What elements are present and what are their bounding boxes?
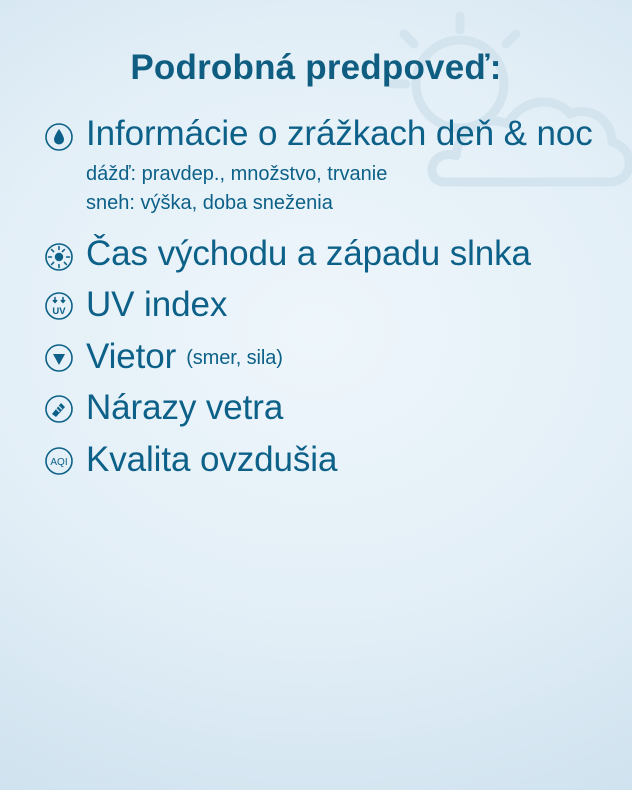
list-item-subline: dážď: pravdep., množstvo, trvanie — [86, 162, 388, 185]
list-item-inline-note: (smer, sila) — [186, 346, 283, 369]
wind-gust-icon — [42, 388, 76, 424]
list-item-label-text: Vietor — [86, 336, 177, 376]
svg-text:UV: UV — [52, 306, 66, 318]
list-item-label — [86, 337, 614, 377]
feature-list — [0, 114, 632, 479]
svg-text:AQI: AQI — [50, 456, 68, 468]
list-item — [0, 234, 632, 274]
aqi-in-circle-icon — [42, 440, 76, 476]
list-item-label: Čas východu a západu slnka — [86, 233, 531, 273]
wind-direction-arrow-icon — [42, 337, 76, 373]
list-item — [0, 388, 632, 428]
list-item-label: Nárazy vetra — [86, 388, 284, 428]
list-item-label: Informácie o zrážkach deň & noc — [86, 114, 593, 154]
list-item-subline: sneh: výška, doba sneženia — [86, 191, 333, 214]
list-item-label: UV index — [86, 285, 228, 325]
uv-in-circle-icon — [42, 285, 76, 321]
list-item-subtext — [86, 160, 614, 218]
page-title: Podrobná predpoveď: — [130, 48, 502, 87]
list-item — [0, 440, 632, 480]
raindrop-in-circle-icon — [42, 114, 76, 152]
list-item — [0, 337, 632, 377]
list-item-label: Kvalita ovzdušia — [86, 439, 338, 479]
list-item — [0, 114, 632, 218]
sun-in-circle-icon — [42, 234, 76, 272]
list-item — [0, 285, 632, 325]
